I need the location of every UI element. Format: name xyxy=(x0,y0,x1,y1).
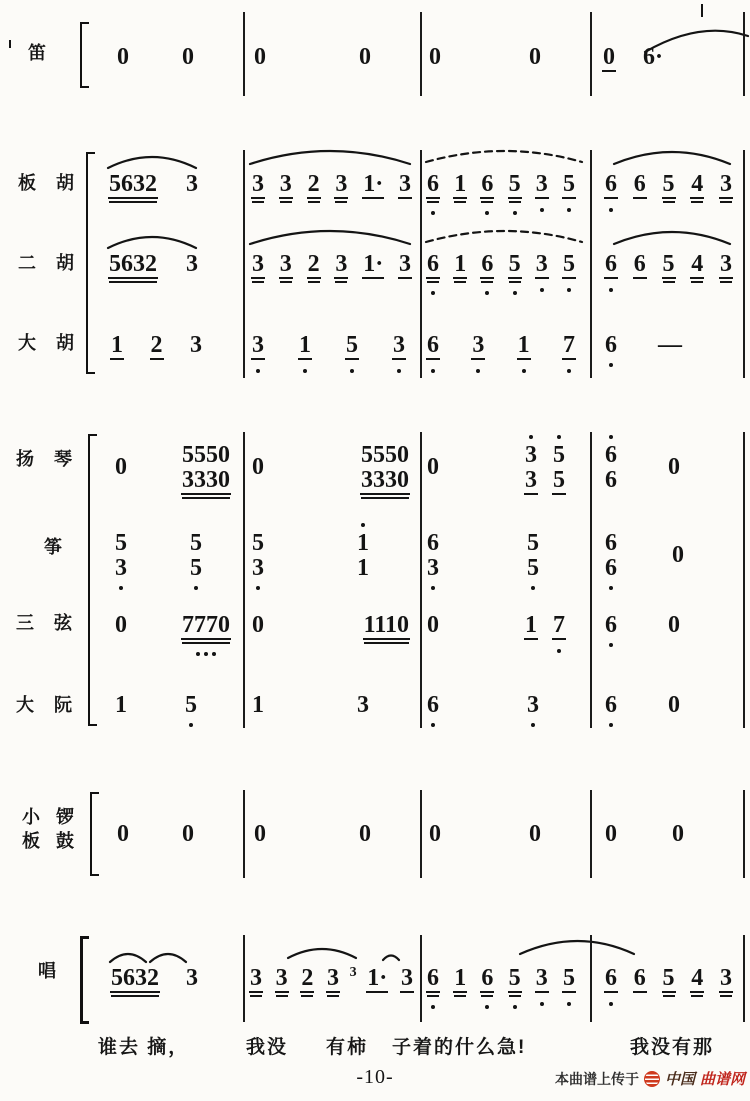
note: 3 xyxy=(190,332,202,358)
note: 6 xyxy=(604,693,618,717)
measure xyxy=(590,613,743,637)
note: 3 xyxy=(535,172,549,199)
note: 5 xyxy=(115,530,127,556)
note: 4 xyxy=(691,965,704,991)
note: 3 xyxy=(186,251,198,277)
note: 6 xyxy=(605,530,617,556)
octave-dot-below xyxy=(194,586,198,590)
measure xyxy=(243,45,420,69)
note: 6 xyxy=(426,252,440,279)
octave-dot-below xyxy=(431,369,435,373)
measure xyxy=(243,333,420,360)
note: 5 xyxy=(189,556,203,580)
measure xyxy=(100,252,243,279)
note: 5 xyxy=(662,251,675,277)
system-bracket xyxy=(88,434,97,726)
note: 6 xyxy=(604,443,618,467)
instrument-label: 胡 xyxy=(56,173,74,193)
note: 3 xyxy=(392,333,406,360)
note: 5 xyxy=(527,530,539,556)
instrument-label: 板 xyxy=(22,831,40,851)
rest-note: 0 xyxy=(668,692,680,718)
instrument-label: 二 xyxy=(18,253,36,273)
note: 5 xyxy=(662,171,675,197)
rest-note: 0 xyxy=(668,612,680,638)
octave-dot-below xyxy=(531,586,535,590)
rest-note: 0 xyxy=(359,44,371,70)
note: 1 xyxy=(517,333,531,360)
rest-note: 0 xyxy=(429,821,441,847)
note: 1 xyxy=(356,531,370,555)
note: 6 xyxy=(426,333,440,360)
octave-dot-below xyxy=(476,369,480,373)
octave-dot-below xyxy=(567,208,571,212)
instrument-label: 大 xyxy=(18,333,36,353)
measure xyxy=(243,966,420,993)
rest-note: 0 xyxy=(182,44,194,70)
octave-dot-below xyxy=(431,291,435,295)
note: 3 xyxy=(251,556,265,580)
instrument-label: 大 xyxy=(16,695,34,715)
note: 6 xyxy=(426,966,440,993)
rest-note: 0 xyxy=(252,612,264,638)
note: 3 xyxy=(535,966,549,993)
octave-dot-below xyxy=(431,586,435,590)
note: 5 xyxy=(345,333,359,360)
measure xyxy=(420,822,590,846)
measure xyxy=(590,531,743,581)
barline xyxy=(743,150,745,378)
note: 3 xyxy=(252,171,264,197)
octave-dot-below xyxy=(609,723,613,727)
note: 1· xyxy=(367,965,388,991)
measure xyxy=(100,966,243,993)
measure xyxy=(590,693,743,717)
site-logo-icon xyxy=(644,1071,660,1087)
slur-tie-arc xyxy=(108,157,196,168)
rest-note: 0 xyxy=(252,454,264,480)
instrument-label: 筝 xyxy=(44,537,62,557)
octave-dot-below xyxy=(256,369,260,373)
octave-dot-below xyxy=(303,369,307,373)
note: 1110 xyxy=(363,612,409,638)
instrument-label: 鼓 xyxy=(56,831,74,851)
instrument-label: 阮 xyxy=(54,695,72,715)
note: 6 xyxy=(604,556,618,580)
octave-dot-below xyxy=(522,369,526,373)
instrument-label: 胡 xyxy=(56,333,74,353)
note: 3 xyxy=(349,965,357,980)
octave-dot-below xyxy=(513,291,517,295)
measure xyxy=(590,822,743,846)
measure xyxy=(243,693,420,717)
octave-dot-below xyxy=(431,723,435,727)
note: 1 xyxy=(525,612,537,638)
measure xyxy=(590,443,743,493)
note: 5 xyxy=(562,966,576,993)
note: 3 xyxy=(114,556,128,580)
note: 3 xyxy=(252,251,264,277)
note: 3330 xyxy=(361,467,409,493)
measure xyxy=(590,252,743,279)
note: 7770 xyxy=(181,613,231,640)
octave-dot-below xyxy=(196,652,216,656)
slur-tie-arc xyxy=(150,954,186,962)
note: 3 xyxy=(720,251,732,277)
measure xyxy=(420,693,590,717)
slur-tie-arc xyxy=(614,232,730,244)
instrument-label: 弦 xyxy=(54,613,72,633)
note: 5 xyxy=(552,443,566,467)
measure xyxy=(420,531,590,581)
instrument-label: 锣 xyxy=(56,807,74,827)
octave-dot-below xyxy=(531,723,535,727)
octave-dot-below xyxy=(567,1002,571,1006)
note: 6 xyxy=(604,252,618,279)
octave-dot-below xyxy=(256,586,260,590)
note: 5 xyxy=(562,172,576,199)
instrument-label: 三 xyxy=(16,613,34,633)
octave-dot-below xyxy=(540,1002,544,1006)
note: 5 xyxy=(662,965,675,991)
note: 3 xyxy=(535,252,549,279)
note: 6 xyxy=(480,172,494,199)
note: 3 xyxy=(251,333,265,360)
note: 2 xyxy=(307,251,320,277)
measure xyxy=(243,443,420,493)
rest-note: 0 xyxy=(182,821,194,847)
system-bracket xyxy=(80,22,89,88)
measure xyxy=(420,45,590,69)
note: 6 xyxy=(604,333,618,357)
note: 6· xyxy=(643,44,664,70)
chord-stack xyxy=(114,531,128,581)
note: 3 xyxy=(524,443,538,467)
octave-dot-below xyxy=(119,586,123,590)
note: 3 xyxy=(250,965,262,991)
measure xyxy=(420,172,590,199)
barline xyxy=(743,790,745,878)
slur-tie-arc xyxy=(108,237,196,248)
note: 5632 xyxy=(111,965,159,991)
octave-dot-below xyxy=(609,288,613,292)
slur-tie-arc xyxy=(250,151,410,164)
note: 4 xyxy=(691,171,704,197)
watermark xyxy=(555,1068,745,1089)
barline xyxy=(743,935,745,1022)
measure xyxy=(590,172,743,199)
note: 7 xyxy=(562,333,576,360)
measure xyxy=(243,613,420,640)
octave-dot-below xyxy=(513,1005,517,1009)
note: 3 xyxy=(186,965,198,991)
octave-dot-below xyxy=(397,369,401,373)
measure xyxy=(420,252,590,279)
note: 5 xyxy=(190,530,202,556)
slur-tie-arc xyxy=(383,956,399,961)
octave-dot-below xyxy=(567,369,571,373)
note: 6 xyxy=(427,530,439,556)
measure xyxy=(100,333,243,360)
octave-dot-below xyxy=(431,211,435,215)
measure xyxy=(590,966,743,993)
slur-tie-arc xyxy=(426,151,582,162)
watermark-text: 本曲谱上传于 xyxy=(554,1070,639,1087)
note: 5550 xyxy=(361,442,409,468)
octave-dot-below xyxy=(540,288,544,292)
lyric-segment: 有柿 xyxy=(326,1037,369,1058)
note: 3 xyxy=(426,556,440,580)
page-number: -10- xyxy=(356,1066,394,1088)
measure xyxy=(100,45,243,69)
note: 1 xyxy=(454,251,467,277)
beam-group xyxy=(524,613,566,640)
note: 1 xyxy=(357,555,369,581)
note: 3 xyxy=(357,692,369,718)
note: 2 xyxy=(150,332,163,358)
rest-note: 0 xyxy=(429,44,441,70)
note: 5 xyxy=(252,530,264,556)
note: 3 xyxy=(279,171,292,197)
rest-note: 0 xyxy=(254,821,266,847)
note: 3 xyxy=(399,251,411,277)
chord-stack xyxy=(251,531,265,581)
note: 6 xyxy=(633,965,646,991)
octave-dot-below xyxy=(557,649,561,653)
measure xyxy=(243,531,420,581)
measure xyxy=(100,613,243,640)
slur-tie-arc xyxy=(288,949,356,958)
rest-note: 0 xyxy=(359,821,371,847)
note: 6 xyxy=(604,172,618,199)
note: 5 xyxy=(508,172,522,199)
chord-stack xyxy=(181,443,231,493)
rest-note: 0 xyxy=(115,612,127,638)
note: 3 xyxy=(720,965,732,991)
lyric-segment: 子着的什么急! xyxy=(392,1037,527,1058)
note: 5 xyxy=(508,966,522,993)
note: 1 xyxy=(454,171,467,197)
measure xyxy=(243,172,420,199)
rest-note: 0 xyxy=(115,454,127,480)
measure xyxy=(100,531,243,581)
octave-dot-above xyxy=(557,435,561,439)
barline xyxy=(743,12,745,96)
octave-dot-below xyxy=(609,1002,613,1006)
octave-dot-above xyxy=(529,435,533,439)
note: 6 xyxy=(480,966,494,993)
note: 1 xyxy=(252,692,264,718)
note: 3 xyxy=(399,171,411,197)
note: 6 xyxy=(633,171,646,197)
octave-dot-below xyxy=(567,288,571,292)
note: 1 xyxy=(298,333,312,360)
note: 1 xyxy=(454,965,467,991)
system-bracket xyxy=(80,936,89,1024)
rest-note: 0 xyxy=(427,454,439,480)
note: 3 xyxy=(525,467,537,493)
chord-stack xyxy=(360,443,410,493)
note: 3 xyxy=(326,965,339,991)
note: 3 xyxy=(720,171,732,197)
slur-tie-arc xyxy=(426,231,582,242)
rest-note: 0 xyxy=(254,44,266,70)
note: 6 xyxy=(604,613,618,637)
slur-tie-arc xyxy=(250,231,410,244)
watermark-brand-dark: 中国 xyxy=(664,1071,695,1088)
rest-note: 0 xyxy=(117,821,129,847)
lyric-segment: 谁去 摘， xyxy=(98,1037,190,1058)
octave-dot-below xyxy=(485,291,489,295)
measure xyxy=(100,693,243,717)
instrument-label: 扬 xyxy=(16,449,34,469)
chord-stack xyxy=(189,531,203,581)
octave-dot-below xyxy=(609,208,613,212)
slur-tie-arc xyxy=(520,941,634,954)
note: 5632 xyxy=(109,171,157,197)
note: 5550 xyxy=(182,442,230,468)
note: 3 xyxy=(335,251,348,277)
octave-dot-below xyxy=(513,211,517,215)
chord-stack xyxy=(426,531,440,581)
instrument-label: 琴 xyxy=(54,449,72,469)
octave-dot-below xyxy=(485,211,489,215)
note: 3 xyxy=(471,333,485,360)
measure xyxy=(590,45,743,72)
note: 6 xyxy=(426,172,440,199)
note: 4 xyxy=(691,251,704,277)
measure xyxy=(420,613,590,640)
note: 5632 xyxy=(109,251,157,277)
note: 6 xyxy=(426,693,440,717)
measure xyxy=(243,252,420,279)
note: 3 xyxy=(526,693,540,717)
instrument-label: 唱 xyxy=(38,961,56,981)
rest-note: 0 xyxy=(529,44,541,70)
note: 7 xyxy=(552,613,566,640)
note: 2 xyxy=(307,171,320,197)
octave-dot-below xyxy=(609,363,613,367)
note: 1 xyxy=(115,692,127,718)
rest-note: 0 xyxy=(117,44,129,70)
rest-note: 0 xyxy=(668,454,680,480)
chord-stack xyxy=(524,443,566,493)
rest-note: 0 xyxy=(605,821,617,847)
note: 3 xyxy=(275,965,288,991)
lyric-segment: 我没有那 xyxy=(630,1037,715,1058)
measure xyxy=(100,172,243,199)
measure xyxy=(100,443,243,493)
rest-note: 0 xyxy=(672,821,684,847)
instrument-label: 笛 xyxy=(28,43,46,63)
rest-note: 0 xyxy=(427,612,439,638)
instrument-label: 小 xyxy=(22,807,40,827)
note: 6 xyxy=(480,252,494,279)
system-bracket xyxy=(86,152,95,374)
measure xyxy=(420,966,590,993)
chord-stack xyxy=(604,443,618,493)
slur-tie-arc xyxy=(110,954,146,962)
lyric-segment: 我没 xyxy=(246,1037,289,1058)
note: 3 xyxy=(335,171,348,197)
watermark-brand-red: 曲谱网 xyxy=(699,1071,745,1088)
note: 6 xyxy=(604,966,618,993)
instrument-label: 胡 xyxy=(56,253,74,273)
note: 5 xyxy=(526,556,540,580)
octave-dot-below xyxy=(609,643,613,647)
note: 5 xyxy=(562,252,576,279)
octave-dot-below xyxy=(189,723,193,727)
octave-dot-below xyxy=(609,586,613,590)
measure xyxy=(590,333,743,357)
note: 5 xyxy=(184,693,198,717)
note: 1· xyxy=(363,251,384,277)
measure xyxy=(420,443,590,493)
note: 3 xyxy=(186,171,198,197)
chord-stack xyxy=(356,531,370,581)
slur-tie-arc xyxy=(614,152,730,164)
rest-note: 0 xyxy=(672,542,684,568)
rest-note: 0 xyxy=(603,44,615,70)
note: — xyxy=(658,332,682,358)
rest-note: 0 xyxy=(529,821,541,847)
barline xyxy=(743,432,745,728)
system-bracket xyxy=(90,792,99,876)
octave-dot-below xyxy=(540,208,544,212)
measure xyxy=(100,822,243,846)
note: 3330 xyxy=(182,467,230,493)
octave-dot-below xyxy=(485,1005,489,1009)
octave-dot-below xyxy=(350,369,354,373)
octave-dot-above xyxy=(609,435,613,439)
note: 6 xyxy=(633,251,646,277)
note: 6 xyxy=(605,467,617,493)
octave-dot-above xyxy=(361,523,365,527)
note: 3 xyxy=(279,251,292,277)
note: 2 xyxy=(301,965,314,991)
measure xyxy=(420,333,590,360)
octave-dot-below xyxy=(431,1005,435,1009)
note: 5 xyxy=(553,467,565,493)
note: 1· xyxy=(363,171,384,197)
measure xyxy=(243,822,420,846)
note: 5 xyxy=(508,252,522,279)
chord-stack xyxy=(604,531,618,581)
instrument-label: 板 xyxy=(18,173,36,193)
chord-stack xyxy=(526,531,540,581)
note: 1 xyxy=(111,332,123,358)
note: 3 xyxy=(400,965,413,991)
